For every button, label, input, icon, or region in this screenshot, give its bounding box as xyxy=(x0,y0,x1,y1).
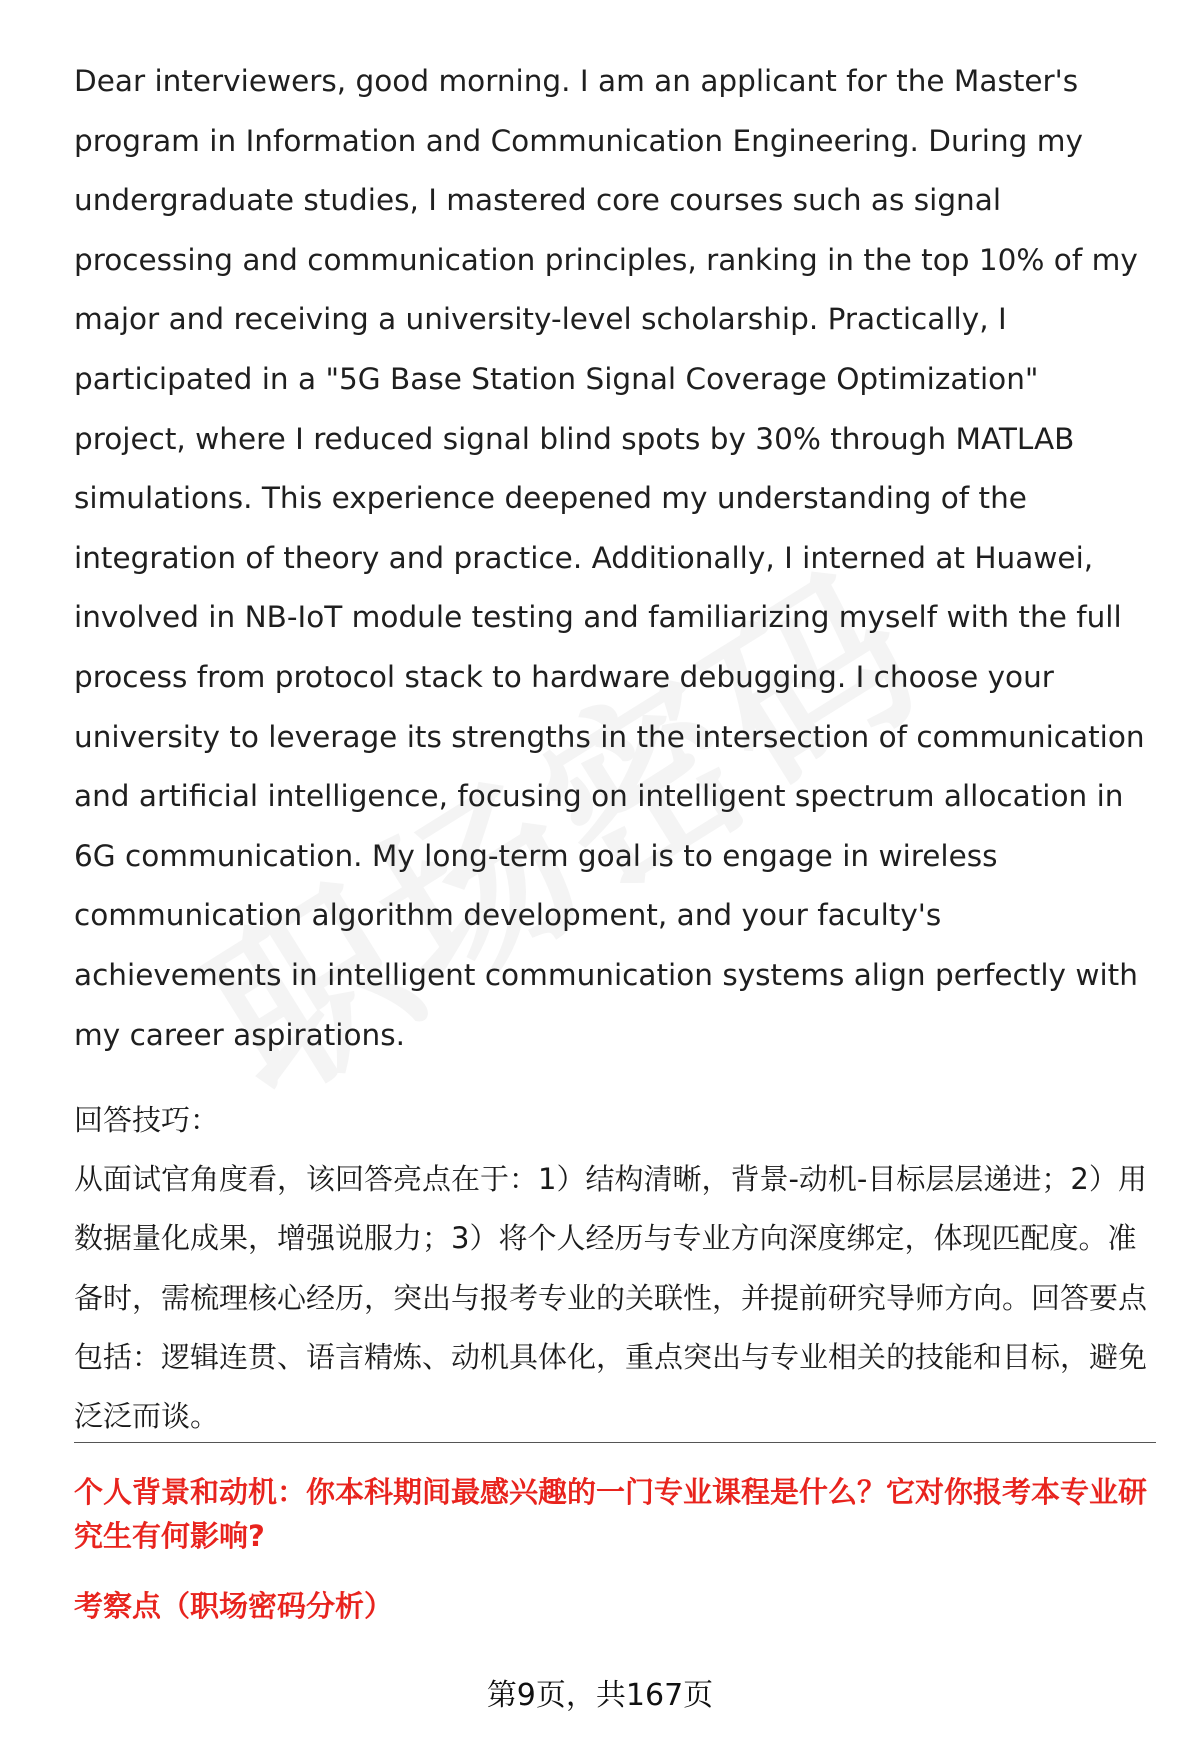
tips-heading: 回答技巧： xyxy=(74,1103,220,1138)
exam-point-heading: 考察点（职场密码分析） xyxy=(74,1589,394,1623)
next-question-heading: 个人背景和动机：你本科期间最感兴趣的一门专业课程是什么？它对你报考本专业研究生有何影响? xyxy=(74,1475,1148,1553)
section-divider xyxy=(74,1442,1156,1443)
tips-paragraph: 从面试官角度看，该回答亮点在于：1）结构清晰，背景-动机-目标层层递进；2）用数据量化成果，增强说服力；3）将个人经历与专业方向深度绑定，体现匹配度。准备时，需梳理核心经历，突出与报考专业的关联性，并提前研究导师方向。回答要点包括：逻辑连贯、语言精炼、动机具体化，重点突出与专业相关的技能和目标，避免泛泛而谈。 xyxy=(74,1162,1148,1433)
page-content xyxy=(74,52,1154,1446)
sample-answer-paragraph: Dear interviewers, good morning. I am an applicant for the Master's program in Information and Communication Engineering. During my undergraduate studies, I mastered core courses such as signal processing and communication principles, ranking in the top 10% of my major and receiving a university-level scholarship. Practically, I participated in a "5G Base Station Signal Coverage Optimization" project, where I reduced signal blind spots by 30% through MATLAB simulations. This experience deepened my understanding of the integration of theory and practice. Additionally, I interned at Huawei, involved in NB-IoT module testing and familiarizing myself with the full process from protocol stack to hardware debugging. I choose your university to leverage its strengths in the intersection of communication and artificial intelligence, focusing on intelligent spectrum allocation in 6G communication. My long-term goal is to engage in wireless communication algorithm development, and your faculty's achievements in intelligent communication systems align perfectly with my career aspirations. xyxy=(74,64,1145,1052)
page-number: 第9页，共167页 xyxy=(486,1678,714,1713)
